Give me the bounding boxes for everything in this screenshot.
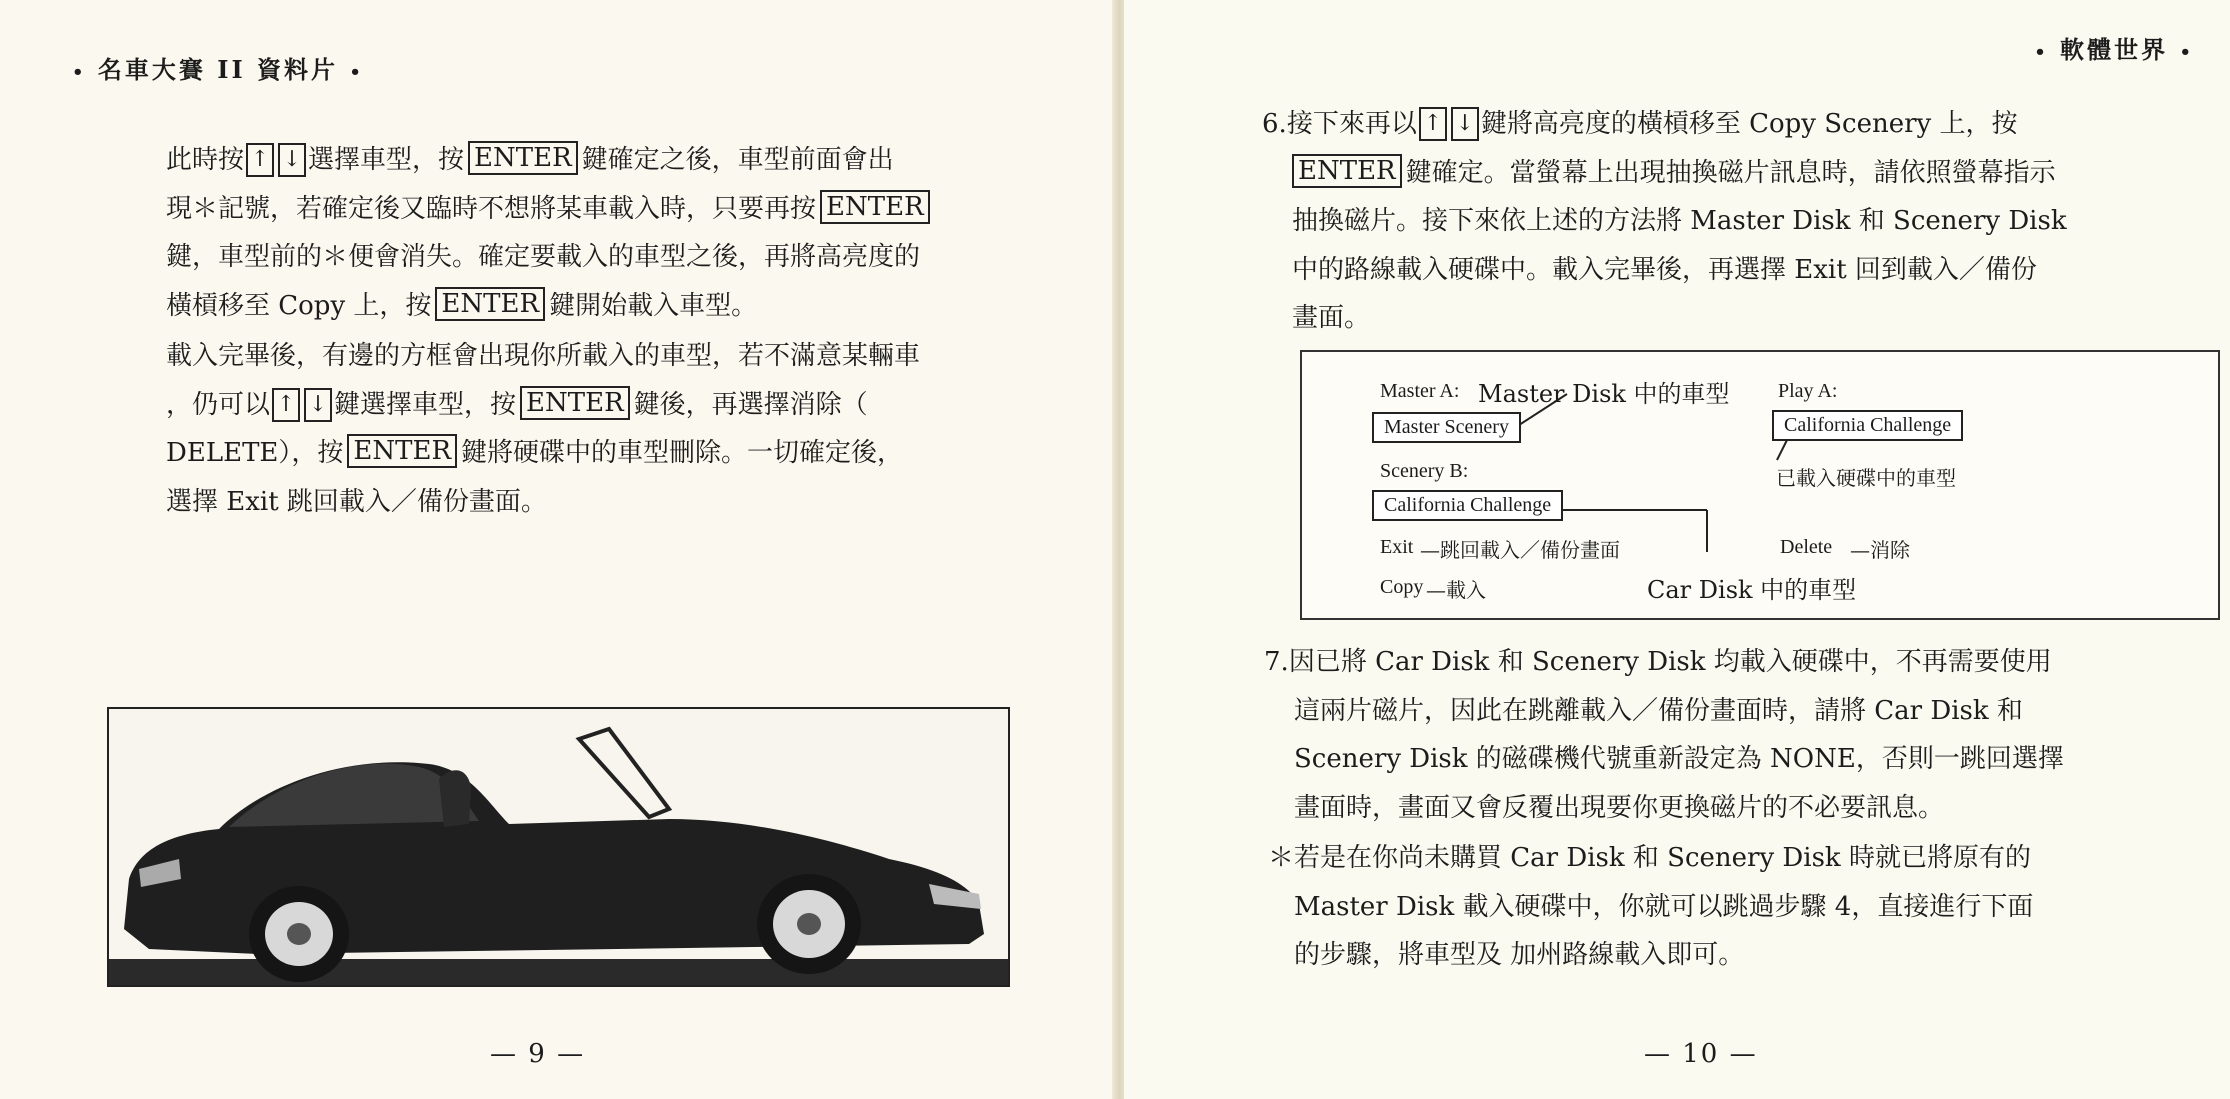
text-line: 中的路線載入硬碟中。載入完畢後，再選擇 Exit 回到載入／備份 [1292, 254, 2037, 285]
down-arrow-key-icon: ↓ [304, 388, 332, 422]
enter-key-icon: ENTER [435, 287, 545, 321]
text-line: 畫面時，畫面又會反覆出現要你更換磁片的不必要訊息。 [1294, 792, 1945, 823]
enter-key-icon: ENTER [520, 386, 630, 420]
enter-key-icon: ENTER [1292, 154, 1402, 188]
master-scenery-box[interactable]: Master Scenery [1372, 412, 1521, 443]
footnote [1268, 834, 2033, 980]
scenery-b-california-box[interactable]: California Challenge [1372, 490, 1563, 521]
right-page [1124, 0, 2230, 1099]
master-a-annotation: Master Disk 中的車型 [1478, 380, 1730, 408]
text-line: Scenery Disk 的磁碟機代號重新設定為 NONE，否則一跳回選擇 [1294, 744, 2064, 774]
text-line: 此時按 ↑ ↓ 選擇車型，按 ENTER 鍵確定之後，車型前面會出 [166, 143, 894, 175]
left-page-number: — 9 — [490, 1039, 586, 1069]
load-screen-diagram [1300, 350, 2220, 620]
scenery-b-label: Scenery B: [1380, 460, 1469, 482]
up-arrow-key-icon: ↑ [1419, 107, 1447, 141]
asterisk-mark: ＊ [1268, 843, 1295, 873]
text-line: 抽換磁片。接下來依上述的方法將 Master Disk 和 Scenery Disk [1292, 206, 2067, 236]
text-line: 現＊記號，若確定後又臨時不想將某車載入時，只要再按 ENTER [166, 185, 934, 234]
text-line: 7.因已將 Car Disk 和 Scenery Disk 均載入硬碟中，不再需要使用 [1264, 647, 2052, 677]
text-line: ，仍可以 ↑ ↓ 鍵選擇車型，按 ENTER 鍵後，再選擇消除（ [166, 387, 868, 420]
delete-option[interactable]: Delete [1780, 536, 1833, 558]
convertible-car-photo [107, 707, 1010, 987]
delete-annotation: —消除 [1850, 538, 1910, 562]
text-line: 6.接下來再以 ↑ ↓ 鍵將高亮度的橫槓移至 Copy Scenery 上，按 [1262, 109, 2018, 139]
text-line: DELETE），按 ENTER 鍵將硬碟中的車型刪除。一切確定後， [166, 436, 904, 468]
step-7 [1264, 638, 2064, 832]
text-line: ＊若是在你尚未購買 Car Disk 和 Scenery Disk 時就已將原有的 [1268, 843, 2031, 873]
up-arrow-key-icon: ↑ [272, 388, 300, 422]
enter-key-icon: ENTER [347, 434, 457, 468]
down-arrow-key-icon: ↓ [1451, 107, 1479, 141]
text-line: Master Disk 載入硬碟中，你就可以跳過步驟 4，直接進行下面 [1294, 891, 2034, 922]
step-number: 7. [1264, 647, 1289, 677]
up-arrow-key-icon: ↑ [246, 143, 274, 177]
text-line: 的步驟，將車型及 加州路線載入即可。 [1294, 940, 1745, 970]
text-line: 選擇 Exit 跳回載入／備份畫面。 [166, 486, 547, 517]
step-6 [1262, 100, 2067, 343]
enter-key-icon: ENTER [468, 141, 578, 175]
copy-annotation: —載入 [1426, 578, 1486, 602]
play-a-annotation: 已載入硬碟中的車型 [1776, 466, 1956, 490]
car-disk-annotation: Car Disk 中的車型 [1647, 576, 1857, 604]
master-a-label: Master A: [1380, 380, 1460, 402]
left-running-header: • 名車大賽 II 資料片 • [72, 55, 364, 84]
car-illustration-icon [109, 709, 1008, 985]
step-number: 6. [1262, 109, 1287, 139]
enter-key-icon: ENTER [820, 190, 930, 224]
exit-annotation: —跳回載入／備份畫面 [1420, 538, 1620, 562]
text-line: 載入完畢後，有邊的方框會出現你所載入的車型，若不滿意某輛車 [166, 341, 921, 371]
text-line: 橫槓移至 Copy 上，按 ENTER 鍵開始載入車型。 [166, 288, 758, 321]
right-running-header: • 軟體世界 • [2034, 35, 2194, 64]
text-line: 鍵，車型前的＊便會消失。確定要載入的車型之後，再將高亮度的 [166, 242, 921, 272]
text-line: 這兩片磁片，因此在跳離載入／備份畫面時，請將 Car Disk 和 [1294, 695, 2023, 726]
right-page-number: — 10 — [1644, 1039, 1758, 1069]
text-line: 畫面。 [1292, 303, 1371, 333]
left-paragraph-1 [166, 136, 934, 330]
left-paragraph-2 [166, 332, 920, 526]
play-a-label: Play A: [1778, 380, 1838, 402]
copy-option[interactable]: Copy [1380, 576, 1424, 598]
exit-option[interactable]: Exit [1380, 536, 1414, 558]
text-line: ENTER 鍵確定。當螢幕上出現抽換磁片訊息時，請依照螢幕指示 [1262, 149, 2067, 198]
down-arrow-key-icon: ↓ [278, 143, 306, 177]
play-a-california-box[interactable]: California Challenge [1772, 410, 1963, 441]
